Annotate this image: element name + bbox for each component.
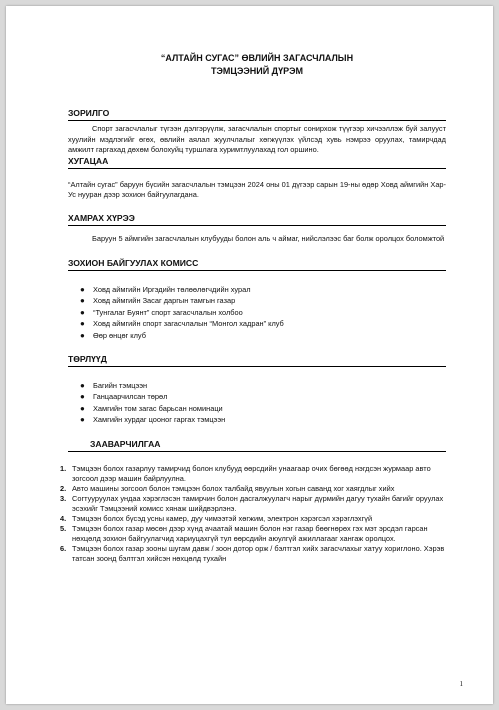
list-item: 1. Тэмцээн болох газарлуу тамирчид болон клубууд өөрсдийн унаагаар очих бөгөөд нэгдсэн журмаар авто зогсоол дээр машин байрлуулна. bbox=[60, 463, 431, 483]
title-line-1: “АЛТАЙН СУГАС” ӨВЛИЙН ЗАГАСЧЛАЛЫН bbox=[160, 53, 354, 63]
list-item: ● “Тунгалаг Буянт” спорт загасчлалын холбоо bbox=[80, 307, 243, 317]
list-item: ● Ховд аймгийн спорт загасчлалын “Монгол хадран” клуб bbox=[80, 319, 284, 329]
list-item: ● Хамгийн хурдаг цооног гаргах тэмцээн bbox=[80, 415, 226, 425]
goal-text: Спорт загасчлалыг түгээн дэлгэрүүлж, загасчлалын спортыг сонирхож түүгээр хичээллэж буй залууст хуулийн мэдлэгийг өгөх, өвлийн аялал жуулчлалыг хөгжүүлэх үйлсэд хувь нэмрээ оруулах, тамирчдад амжилт гаргахад дөхөм болохуйц туршлага хуримтлуулахад гол оршино. bbox=[68, 124, 446, 155]
list-item: 4. Тэмцээн болох бүсэд усны камер, дуу чимээтэй хөгжим, электрон хэрэгсэл хэрэглэхгүй bbox=[60, 513, 373, 523]
list-item: ● Ховд аймгийн Засаг даргын тамгын газар bbox=[80, 296, 236, 306]
types-heading: ТӨРЛҮҮД bbox=[68, 354, 446, 367]
bullet-icon: ● bbox=[80, 415, 85, 425]
scope-text: Баруун 5 аймгийн загасчлалын клубууды болон аль ч аймаг, нийслэлээс баг болж оролцох боломжтой bbox=[92, 233, 445, 243]
date-text: “Алтайн сугас” баруун бүсийн загасчлалын тэмцээн 2024 оны 01 дүгээр сарын 19-ны өдөр Ховд аймгийн Хар-Ус нууран дээр зохион байгуулагдана. bbox=[68, 179, 446, 200]
instructions-list bbox=[60, 464, 446, 564]
list-item: 5. Тэмцээн болох газар мөсөн дээр хүнд ачаатай машин болон нэг газар бөөгнөрөх гэх мэт эрсдэл гарсан нөхцөлд зохион байгуулагчид хариуцахгүй тул өөрсдийн аюулгүй ажиллагааг хангаж оролцох. bbox=[60, 523, 428, 543]
page-number: 1 bbox=[459, 680, 463, 688]
list-item: ● Ховд аймгийн Иргэдийн төлөөлөгчдийн хурал bbox=[80, 284, 251, 294]
list-item: 6. Тэмцээн болох газар зооны шугам давж / зоон дотор орж / бэлтгэл хийх загасчлахыг хатуу хориглоно. Хэрэв татсан зоонд бэлтгэл хийсэн нөхцөлд тухайн bbox=[60, 543, 445, 563]
bullet-icon: ● bbox=[80, 330, 85, 340]
instructions-heading: ЗААВАРЧИЛГАА bbox=[68, 439, 446, 452]
list-item: 2. Авто машины зогсоол болон тэмцээн болох талбайд явуулын хогын саванд хог хаягдлыг хийх bbox=[60, 483, 395, 493]
list-item: ● Өөр өнцөг клуб bbox=[80, 330, 146, 340]
document-content bbox=[60, 6, 446, 564]
bullet-icon: ● bbox=[80, 319, 85, 329]
title-line-2: ТЭМЦЭЭНИЙ ДҮРЭМ bbox=[210, 66, 304, 76]
bullet-icon: ● bbox=[80, 380, 85, 390]
list-item: 3. Согтууруулах ундаа хэрэглэсэн тамирчин болон дасгалжуулагч нарыг дүрмийн дагуу тухайн багийг оруулах эсэхийг Тэмцээний комисс хянаж шийдвэрлэнэ. bbox=[60, 493, 444, 513]
committee-heading: ЗОХИОН БАЙГУУЛАХ КОМИСС bbox=[68, 258, 446, 271]
committee-list bbox=[68, 284, 446, 342]
bullet-icon: ● bbox=[80, 307, 85, 317]
bullet-icon: ● bbox=[80, 403, 85, 413]
bullet-icon: ● bbox=[80, 392, 85, 402]
document-page bbox=[6, 6, 493, 704]
goal-heading: ЗОРИЛГО bbox=[68, 108, 446, 121]
list-item: ● Хамгийн том загас барьсан номинаци bbox=[80, 403, 223, 413]
list-item: ● Багийн тэмцээн bbox=[80, 380, 148, 390]
types-list bbox=[68, 380, 446, 426]
bullet-icon: ● bbox=[80, 284, 85, 294]
document-title bbox=[68, 52, 446, 78]
scope-heading: ХАМРАХ ХҮРЭЭ bbox=[68, 213, 446, 226]
bullet-icon: ● bbox=[80, 296, 85, 306]
date-heading: ХУГАЦАА bbox=[68, 156, 446, 169]
list-item: ● Ганцаарчилсан төрөл bbox=[80, 392, 168, 402]
